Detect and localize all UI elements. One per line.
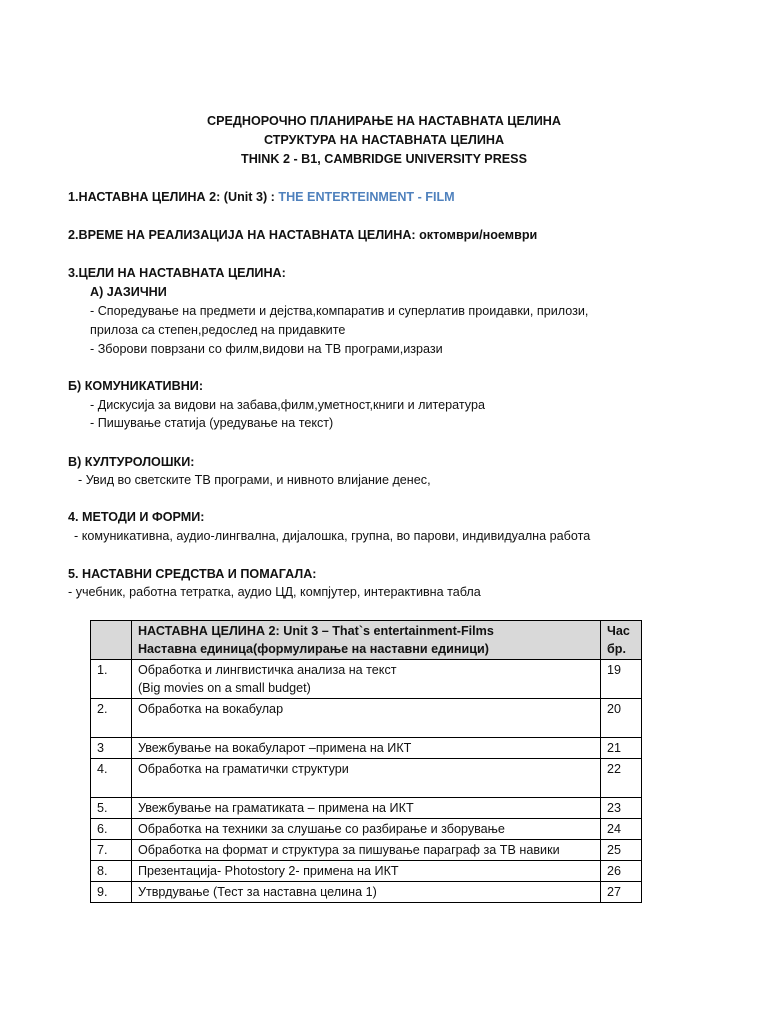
row-unit: Презентација- Photostory 2- примена на ИКТ (131, 861, 600, 882)
doc-title-line-2: СТРУКТУРА НА НАСТАВНАТА ЦЕЛИНА (263, 133, 505, 147)
row-hour: 22 (601, 759, 642, 798)
section-3c-item: - Увид во светските ТВ програми, и нивното влијание денес, (78, 473, 431, 487)
row-num: 6. (91, 819, 132, 840)
section-5-title: 5. НАСТАВНИ СРЕДСТВА И ПОМАГАЛА: (68, 567, 317, 581)
header-num-cell (91, 621, 132, 660)
row-unit: Утврдување (Тест за наставна целина 1) (131, 882, 600, 903)
row-hour: 23 (601, 798, 642, 819)
section-3c-title: В) КУЛТУРОЛОШКИ: (68, 455, 195, 469)
header-unit-cell (131, 621, 600, 660)
table-row (91, 738, 642, 759)
section-3a-item: - Зборови поврзани со филм,видови на ТВ програми,изрази (90, 342, 443, 356)
row-unit: Увежбување на граматиката – примена на ИКТ (131, 798, 600, 819)
section-1-label: 1.НАСТАВНА ЦЕЛИНА 2: (Unit 3) : (68, 190, 279, 204)
section-3b-item: - Пишување статија (уредување на текст) (90, 416, 334, 430)
header-unit-line: Наставна единица(формулирање на наставни единици) (137, 642, 489, 656)
table-row (91, 861, 642, 882)
row-hour: 19 (601, 660, 642, 699)
table-row (91, 882, 642, 903)
table-row (91, 699, 642, 738)
row-num: 1. (91, 660, 132, 699)
table-row (91, 798, 642, 819)
lesson-plan-table (90, 620, 642, 903)
table-row (91, 840, 642, 861)
row-unit: Увежбување на вокабуларот –примена на ИКТ (131, 738, 600, 759)
row-hour: 20 (601, 699, 642, 738)
row-unit: Обработка на техники за слушање со разбирање и зборување (131, 819, 600, 840)
row-unit-line: Обработка на граматички структури (137, 762, 349, 776)
row-hour: 26 (601, 861, 642, 882)
row-hour: 25 (601, 840, 642, 861)
section-3b-item: - Дискусија за видови на забава,филм,уметност,книги и литература (90, 398, 485, 412)
header-unit-line: НАСТАВНА ЦЕЛИНА 2: Unit 3 – That`s entertainment-Films (137, 624, 494, 638)
table-row (91, 759, 642, 798)
section-3b-title: Б) КОМУНИКАТИВНИ: (68, 379, 204, 393)
section-3-title: 3.ЦЕЛИ НА НАСТАВНАТА ЦЕЛИНА: (68, 266, 286, 280)
row-unit-line: Обработка и лингвистичка анализа на текст (137, 663, 397, 677)
row-num: 8. (91, 861, 132, 882)
table-header-row (91, 621, 642, 660)
row-num: 4. (91, 759, 132, 798)
doc-title-line-3: THINK 2 - B1, CAMBRIDGE UNIVERSITY PRESS (241, 152, 527, 166)
row-unit-line: Обработка на вокабулар (137, 702, 284, 716)
section-1-topic: THE ENTERTEINMENT - FILM (278, 190, 455, 204)
row-hour: 21 (601, 738, 642, 759)
table-row (91, 660, 642, 699)
row-num: 5. (91, 798, 132, 819)
row-num: 3 (91, 738, 132, 759)
row-num: 7. (91, 840, 132, 861)
row-num: 2. (91, 699, 132, 738)
row-unit: Обработка на формат и структура за пишување параграф за ТВ навики (131, 840, 600, 861)
row-hour: 24 (601, 819, 642, 840)
row-unit (131, 699, 600, 738)
section-4-title: 4. МЕТОДИ И ФОРМИ: (68, 510, 205, 524)
section-3a-item: - Споредување на предмети и дејства,компаратив и суперлатив проидавки, прилози, (90, 304, 589, 318)
header-hours-cell (601, 621, 642, 660)
row-unit (131, 759, 600, 798)
header-hours-line: Час (607, 624, 630, 638)
row-unit (131, 660, 600, 699)
section-2: 2.ВРЕМЕ НА РЕАЛИЗАЦИЈА НА НАСТАВНАТА ЦЕЛИНА: октомври/ноември (68, 228, 538, 242)
section-3a-item: прилоза са степен,редослед на придавките (90, 323, 346, 337)
section-5-text: - учебник, работна тетратка, аудио ЦД, компјутер, интерактивна табла (68, 585, 481, 599)
section-1 (68, 188, 455, 206)
section-3a-title: А) ЈАЗИЧНИ (90, 285, 167, 299)
row-hour: 27 (601, 882, 642, 903)
section-4-text: - комуникативна, аудио-лингвална, дијалошка, групна, во парови, индивидуална работа (74, 529, 591, 543)
header-hours-line: бр. (607, 642, 626, 656)
row-num: 9. (91, 882, 132, 903)
doc-title-line-1: СРЕДНОРОЧНО ПЛАНИРАЊЕ НА НАСТАВНАТА ЦЕЛИНА (207, 114, 561, 128)
table-row (91, 819, 642, 840)
row-unit-line: (Big movies on a small budget) (137, 681, 311, 695)
